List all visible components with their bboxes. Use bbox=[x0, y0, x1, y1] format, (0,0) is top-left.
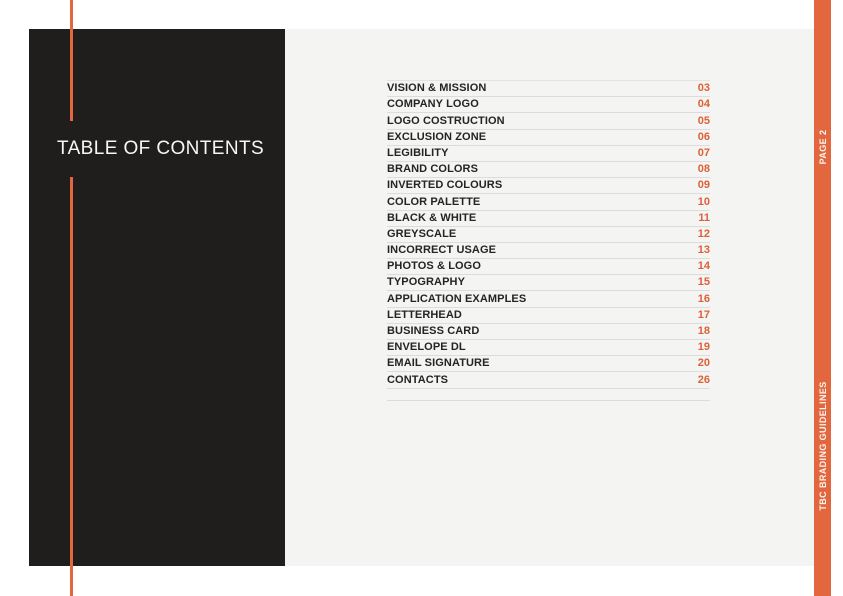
toc-item-label: BLACK & WHITE bbox=[387, 211, 477, 224]
toc-row[interactable] bbox=[387, 243, 710, 259]
toc-item-page-number: 26 bbox=[697, 373, 710, 386]
toc-item-label: GREYSCALE bbox=[387, 227, 457, 240]
toc-row[interactable] bbox=[387, 372, 710, 388]
toc-end-divider bbox=[387, 400, 710, 401]
toc-item-page-number: 11 bbox=[698, 211, 710, 224]
toc-item-page-number: 10 bbox=[697, 195, 710, 208]
accent-line-bottom-segment bbox=[70, 177, 73, 596]
toc-item-page-number: 18 bbox=[697, 325, 710, 337]
toc-item-label: PHOTOS & LOGO bbox=[387, 260, 481, 273]
toc-row[interactable] bbox=[387, 324, 710, 340]
toc-item-label: INCORRECT USAGE bbox=[387, 244, 497, 257]
toc-item-label: LOGO COSTRUCTION bbox=[387, 114, 505, 127]
toc-row[interactable] bbox=[387, 356, 710, 372]
toc-item-page-number: 17 bbox=[697, 308, 710, 321]
toc-row[interactable] bbox=[387, 130, 710, 146]
brand-guidelines-label: TBC BRADING GUIDELINES bbox=[818, 381, 828, 511]
toc-item-page-number: 06 bbox=[697, 130, 710, 143]
toc-item-page-number: 15 bbox=[697, 276, 710, 289]
toc-item-page-number: 09 bbox=[697, 179, 710, 192]
toc-item-label: BUSINESS CARD bbox=[387, 325, 480, 337]
toc-item-label: LEGIBILITY bbox=[387, 146, 449, 159]
toc-item-label: APPLICATION EXAMPLES bbox=[387, 292, 527, 305]
toc-item-page-number: 04 bbox=[697, 98, 710, 111]
left-title-panel bbox=[29, 29, 285, 566]
toc-item-label: CONTACTS bbox=[387, 373, 449, 386]
toc-item-page-number: 03 bbox=[697, 82, 710, 95]
toc-item-page-number: 08 bbox=[697, 163, 710, 176]
toc-item-label: LETTERHEAD bbox=[387, 308, 462, 321]
toc-row[interactable] bbox=[387, 113, 710, 129]
toc-item-label: COMPANY LOGO bbox=[387, 98, 479, 111]
toc-row[interactable] bbox=[387, 146, 710, 162]
toc-row[interactable] bbox=[387, 259, 710, 275]
toc-item-page-number: 14 bbox=[697, 260, 710, 273]
toc-row[interactable] bbox=[387, 291, 710, 307]
toc-item-page-number: 19 bbox=[697, 341, 710, 354]
toc-row[interactable] bbox=[387, 308, 710, 324]
toc-item-label: TYPOGRAPHY bbox=[387, 276, 466, 289]
page-number-label: PAGE 2 bbox=[818, 129, 828, 165]
toc-row[interactable] bbox=[387, 227, 710, 243]
toc-item-label: COLOR PALETTE bbox=[387, 195, 481, 208]
toc-row[interactable] bbox=[387, 340, 710, 356]
toc-item-page-number: 07 bbox=[697, 146, 710, 159]
toc-item-page-number: 05 bbox=[697, 114, 710, 127]
page-title: TABLE OF CONTENTS bbox=[57, 138, 265, 159]
toc-list bbox=[387, 80, 710, 389]
toc-row[interactable] bbox=[387, 97, 710, 113]
toc-item-label: INVERTED COLOURS bbox=[387, 179, 503, 192]
toc-row[interactable] bbox=[387, 211, 710, 227]
toc-item-page-number: 12 bbox=[697, 227, 710, 240]
toc-item-label: VISION & MISSION bbox=[387, 82, 487, 95]
toc-item-page-number: 20 bbox=[697, 357, 710, 370]
toc-item-label: BRAND COLORS bbox=[387, 163, 479, 176]
toc-row[interactable] bbox=[387, 178, 710, 194]
toc-row[interactable] bbox=[387, 194, 710, 210]
toc-item-page-number: 16 bbox=[697, 292, 710, 305]
toc-item-label: EXCLUSION ZONE bbox=[387, 130, 487, 143]
accent-line-top-segment bbox=[70, 0, 73, 121]
toc-row[interactable] bbox=[387, 275, 710, 291]
toc-item-label: ENVELOPE DL bbox=[387, 341, 466, 354]
toc-item-page-number: 13 bbox=[697, 244, 710, 257]
toc-item-label: EMAIL SIGNATURE bbox=[387, 357, 490, 370]
toc-row[interactable] bbox=[387, 162, 710, 178]
toc-row[interactable] bbox=[387, 81, 710, 97]
